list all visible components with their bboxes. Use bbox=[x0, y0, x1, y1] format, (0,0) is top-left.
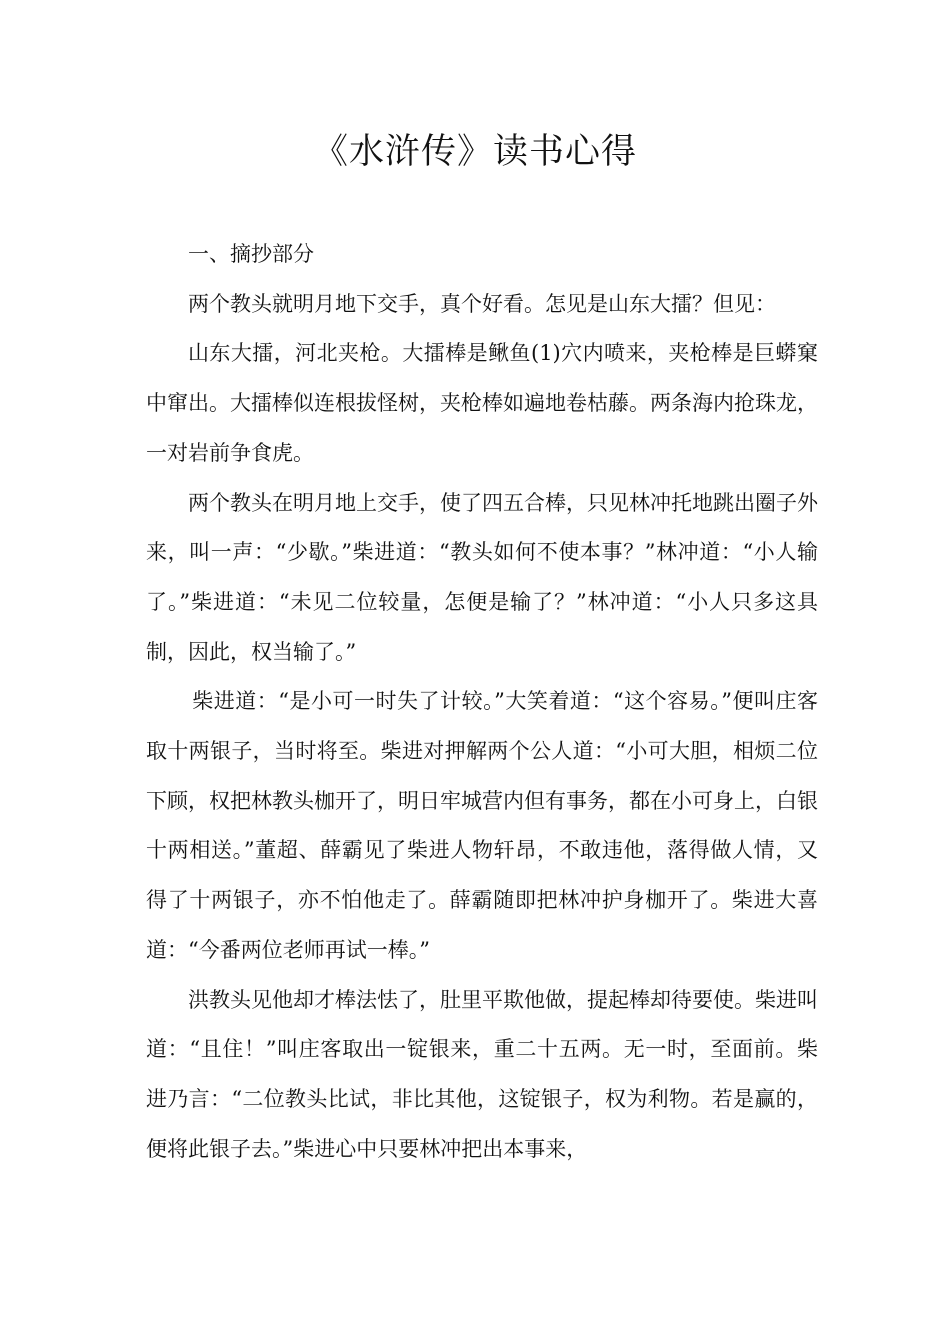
paragraph-hong-jiaotou: 洪教头见他却才棒法怯了，肚里平欺他做，提起棒却待要使。柴进叫道：“且住！”叫庄客取出一锭银来，重二十五两。无一时，至面前。柴进乃言：“二位教头比试，非比其他，这锭银子，权为利物。若是赢的，便将此银子去。”柴进心中只要林冲把出本事来， bbox=[146, 987, 818, 1161]
paragraph-duel: 两个教头在明月地上交手，使了四五合棒，只见林冲托地跳出圈子外来，叫一声：“少歇。”柴进道：“教头如何不使本事？”林冲道：“小人输了。”柴进道：“未见二位较量，怎便是输了？”林冲道：“小人只多这具制，因此，权当输了。” bbox=[146, 490, 818, 664]
document-body bbox=[146, 230, 818, 1174]
section-heading: 一、摘抄部分 bbox=[188, 242, 314, 266]
paragraph-intro: 两个教头就明月地下交手，真个好看。怎见是山东大擂？但见： bbox=[188, 291, 776, 316]
paragraph-verse: 山东大擂，河北夹枪。大擂棒是鳅鱼(1)穴内喷来，夹枪棒是巨蟒窠中窜出。大擂棒似连根拔怪树，夹枪棒如遍地卷枯藤。两条海内抢珠龙，一对岩前争食虎。 bbox=[146, 341, 818, 465]
document-title: 《水浒传》读书心得 bbox=[312, 132, 637, 172]
paragraph-chai-jin: 柴进道：“是小可一时失了计较。”大笑着道：“这个容易。”便叫庄客取十两银子，当时将至。柴进对押解两个公人道：“小可大胆，相烦二位下顾，权把林教头枷开了，明日牢城营内但有事务，都在小可身上，白银十两相送。”董超、薛霸见了柴进人物轩昂，不敢违他，落得做人情，又得了十两银子，亦不怕他走了。薛霸随即把林冲护身枷开了。柴进大喜道：“今番两位老师再试一棒。” bbox=[146, 689, 818, 962]
